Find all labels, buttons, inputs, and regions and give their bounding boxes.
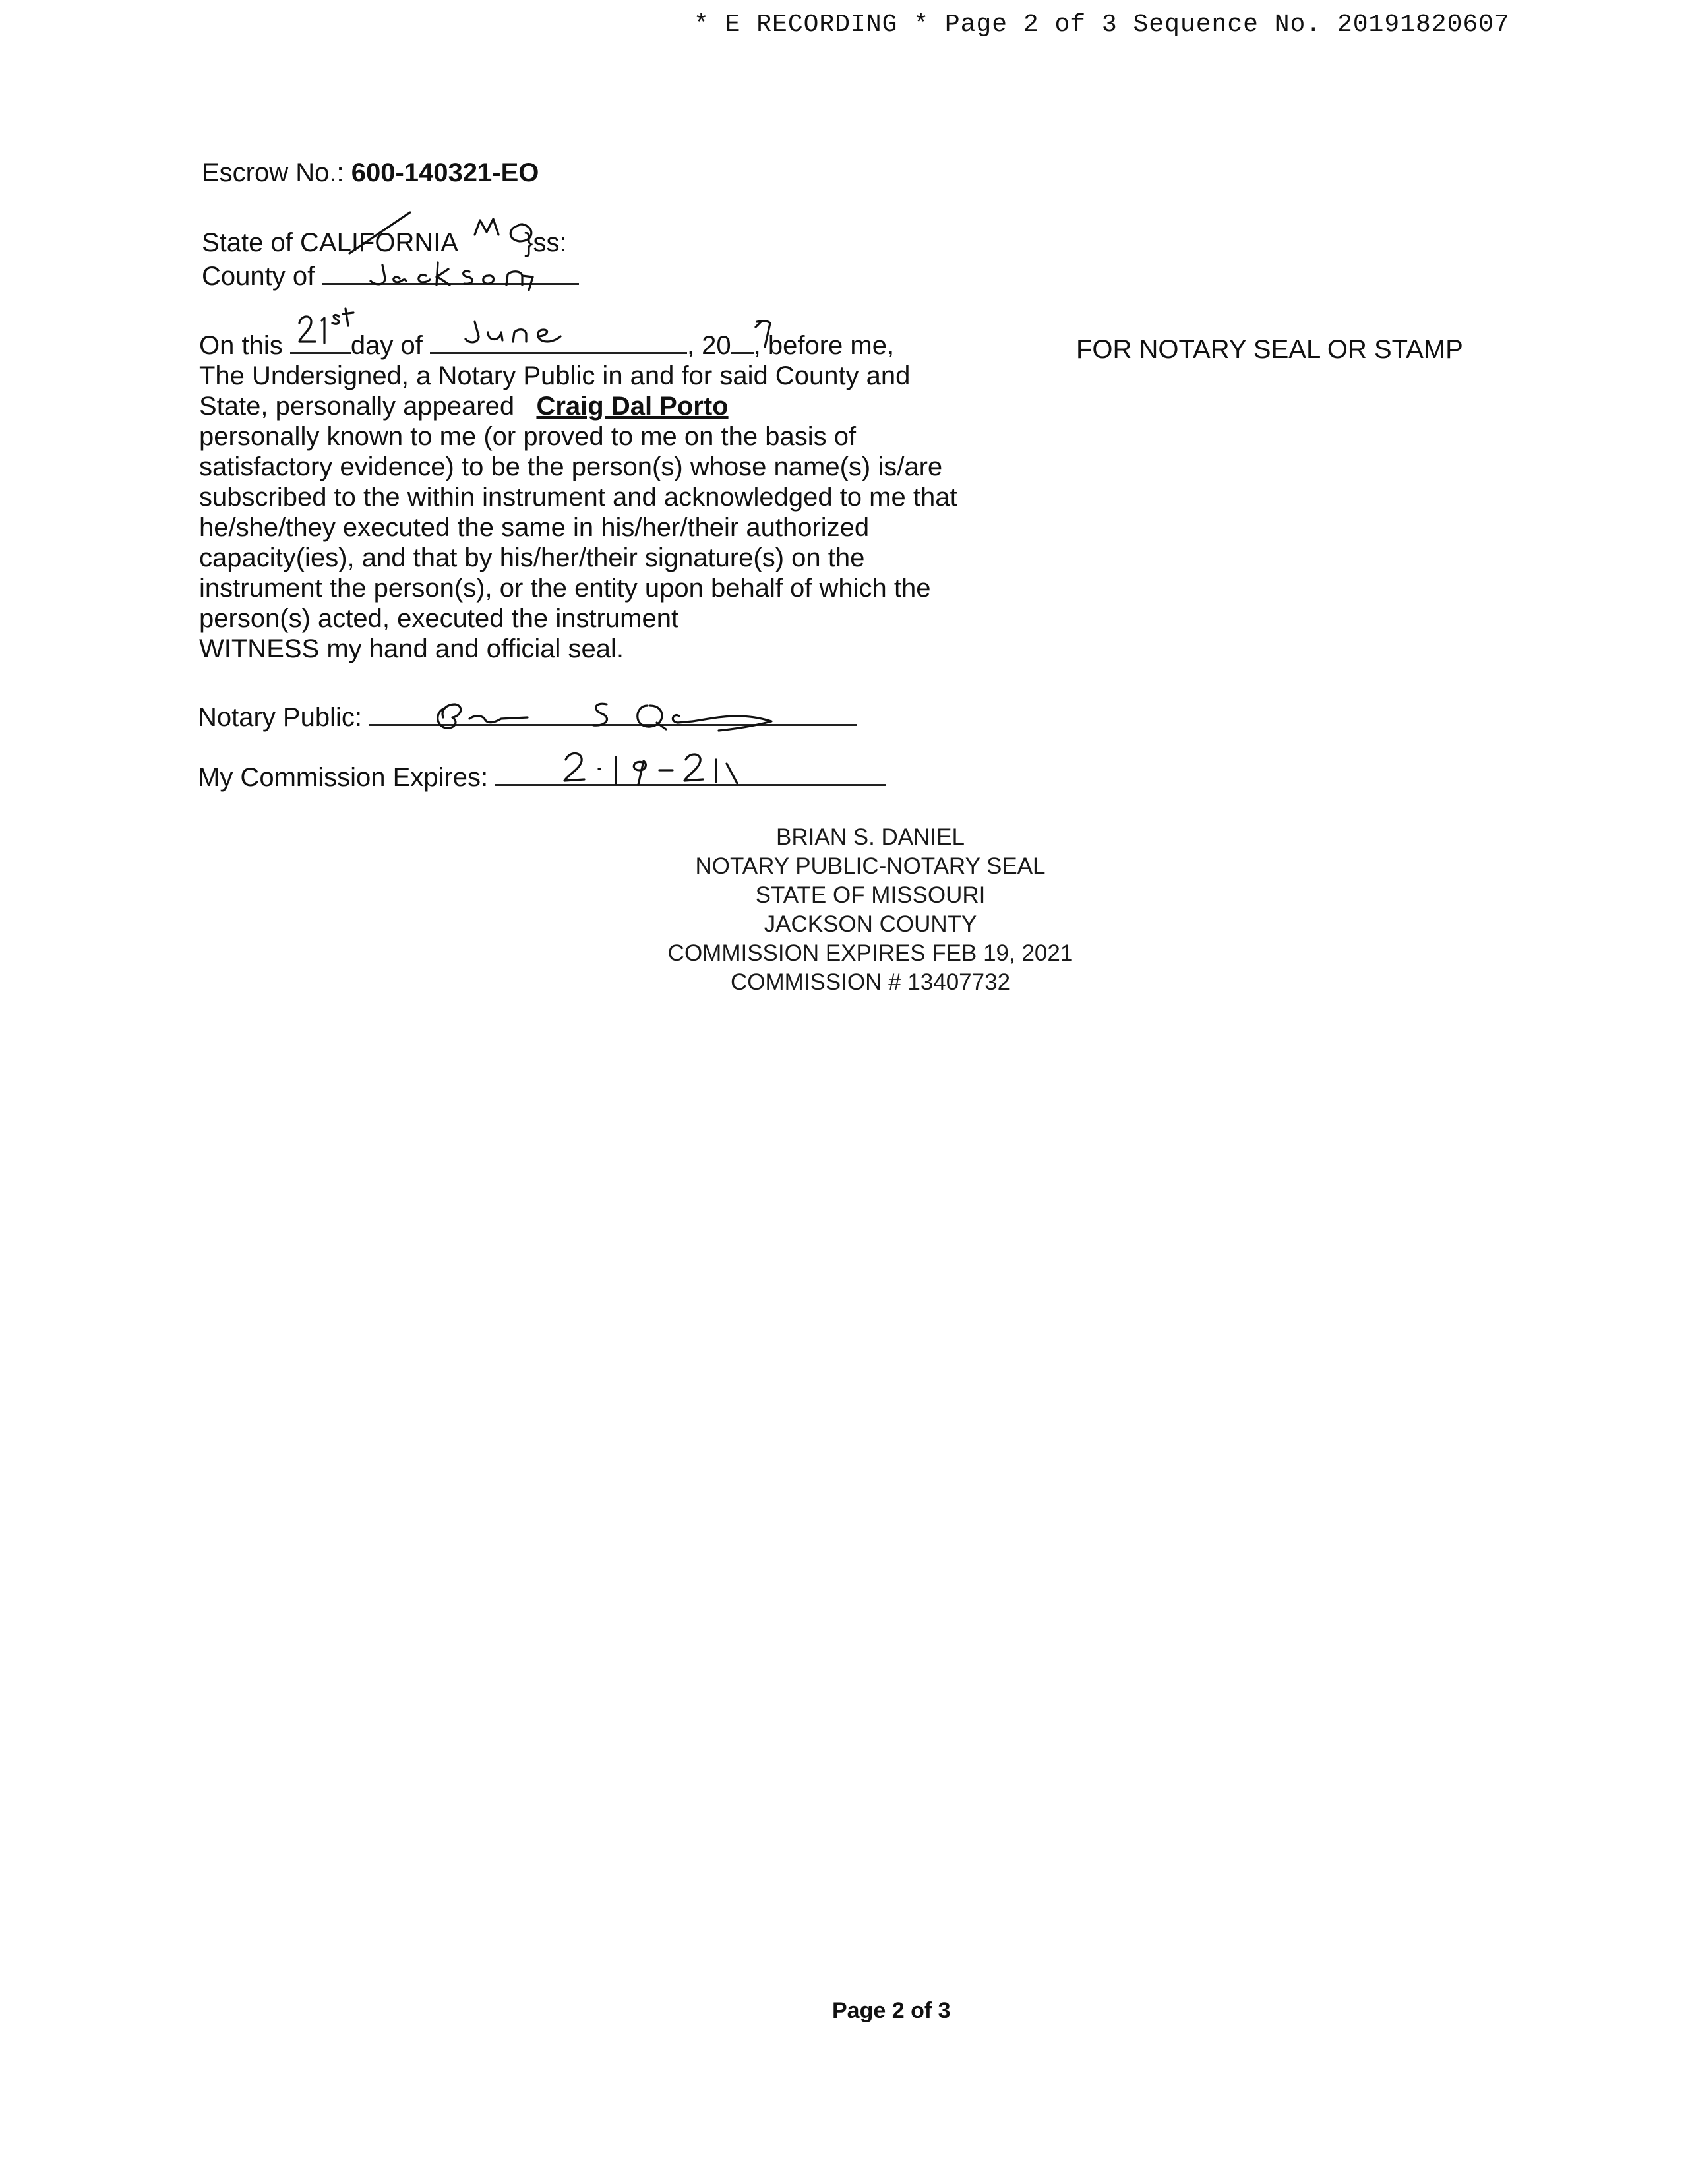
ack-line-3 (199, 391, 1056, 421)
page-footer: Page 2 of 3 (832, 1998, 951, 2023)
ack-line-5: satisfactory evidence) to be the person(s) whose name(s) is/are (199, 452, 943, 481)
ack-line-10: person(s) acted, executed the instrument (199, 604, 679, 633)
stamp-line: JACKSON COUNTY (764, 911, 977, 937)
escrow-number-line (202, 158, 539, 188)
ack-line-2: The Undersigned, a Notary Public in and for said County and (199, 361, 911, 390)
year-blank (731, 330, 754, 354)
stamp-line: COMMISSION EXPIRES FEB 19, 2021 (667, 940, 1073, 966)
before-me-text: , before me, (753, 331, 895, 360)
ack-line-8: capacity(ies), and that by his/her/their signature(s) on the (199, 543, 865, 572)
recording-header: * E RECORDING * Page 2 of 3 Sequence No. 20191820607 (694, 11, 1510, 39)
escrow-label: Escrow No.: (202, 158, 344, 187)
on-this-text: On this (199, 331, 283, 360)
stamp-line: NOTARY PUBLIC-NOTARY SEAL (695, 853, 1046, 879)
county-handwritten-jackson (356, 258, 580, 298)
state-label: State of (202, 228, 293, 257)
commission-expires-label: My Commission Expires: (198, 763, 489, 792)
stamp-line: COMMISSION # 13407732 (730, 969, 1011, 995)
day-of-text: day of (350, 331, 423, 360)
county-label: County of (202, 262, 315, 291)
ack-line-4: personally known to me (or proved to me on the basis of (199, 422, 857, 451)
year-prefix-text: , 20 (686, 331, 731, 360)
ack-line-6: subscribed to the within instrument and acknowledged to me that (199, 483, 957, 512)
acknowledgment-text (199, 330, 1056, 664)
ack-line-7: he/she/they executed the same in his/her/their authorized (199, 513, 870, 542)
notary-signature (429, 686, 798, 739)
expires-handwritten-date (560, 746, 771, 793)
stamp-line: BRIAN S. DANIEL (776, 824, 965, 850)
notary-stamp (620, 823, 1121, 997)
day-handwritten-21st (295, 303, 375, 356)
notary-seal-label: FOR NOTARY SEAL OR STAMP (1076, 335, 1463, 364)
appeared-name: Craig Dal Porto (536, 392, 729, 421)
appeared-text: State, personally appeared (199, 392, 515, 421)
ack-line-9: instrument the person(s), or the entity upon behalf of which the (199, 574, 931, 603)
state-handwritten-mo (343, 206, 554, 265)
commission-expires-line (198, 762, 886, 793)
state-printed: CALIFORNIA (300, 228, 457, 257)
ack-line-11: WITNESS my hand and official seal. (199, 634, 624, 663)
stamp-line: STATE OF MISSOURI (755, 882, 986, 908)
year-handwritten-19 (752, 315, 778, 355)
ss-marker: }ss: (524, 228, 567, 257)
escrow-number: 600-140321-EO (351, 158, 539, 187)
notary-public-label: Notary Public: (198, 703, 362, 732)
month-handwritten-june (462, 317, 607, 356)
